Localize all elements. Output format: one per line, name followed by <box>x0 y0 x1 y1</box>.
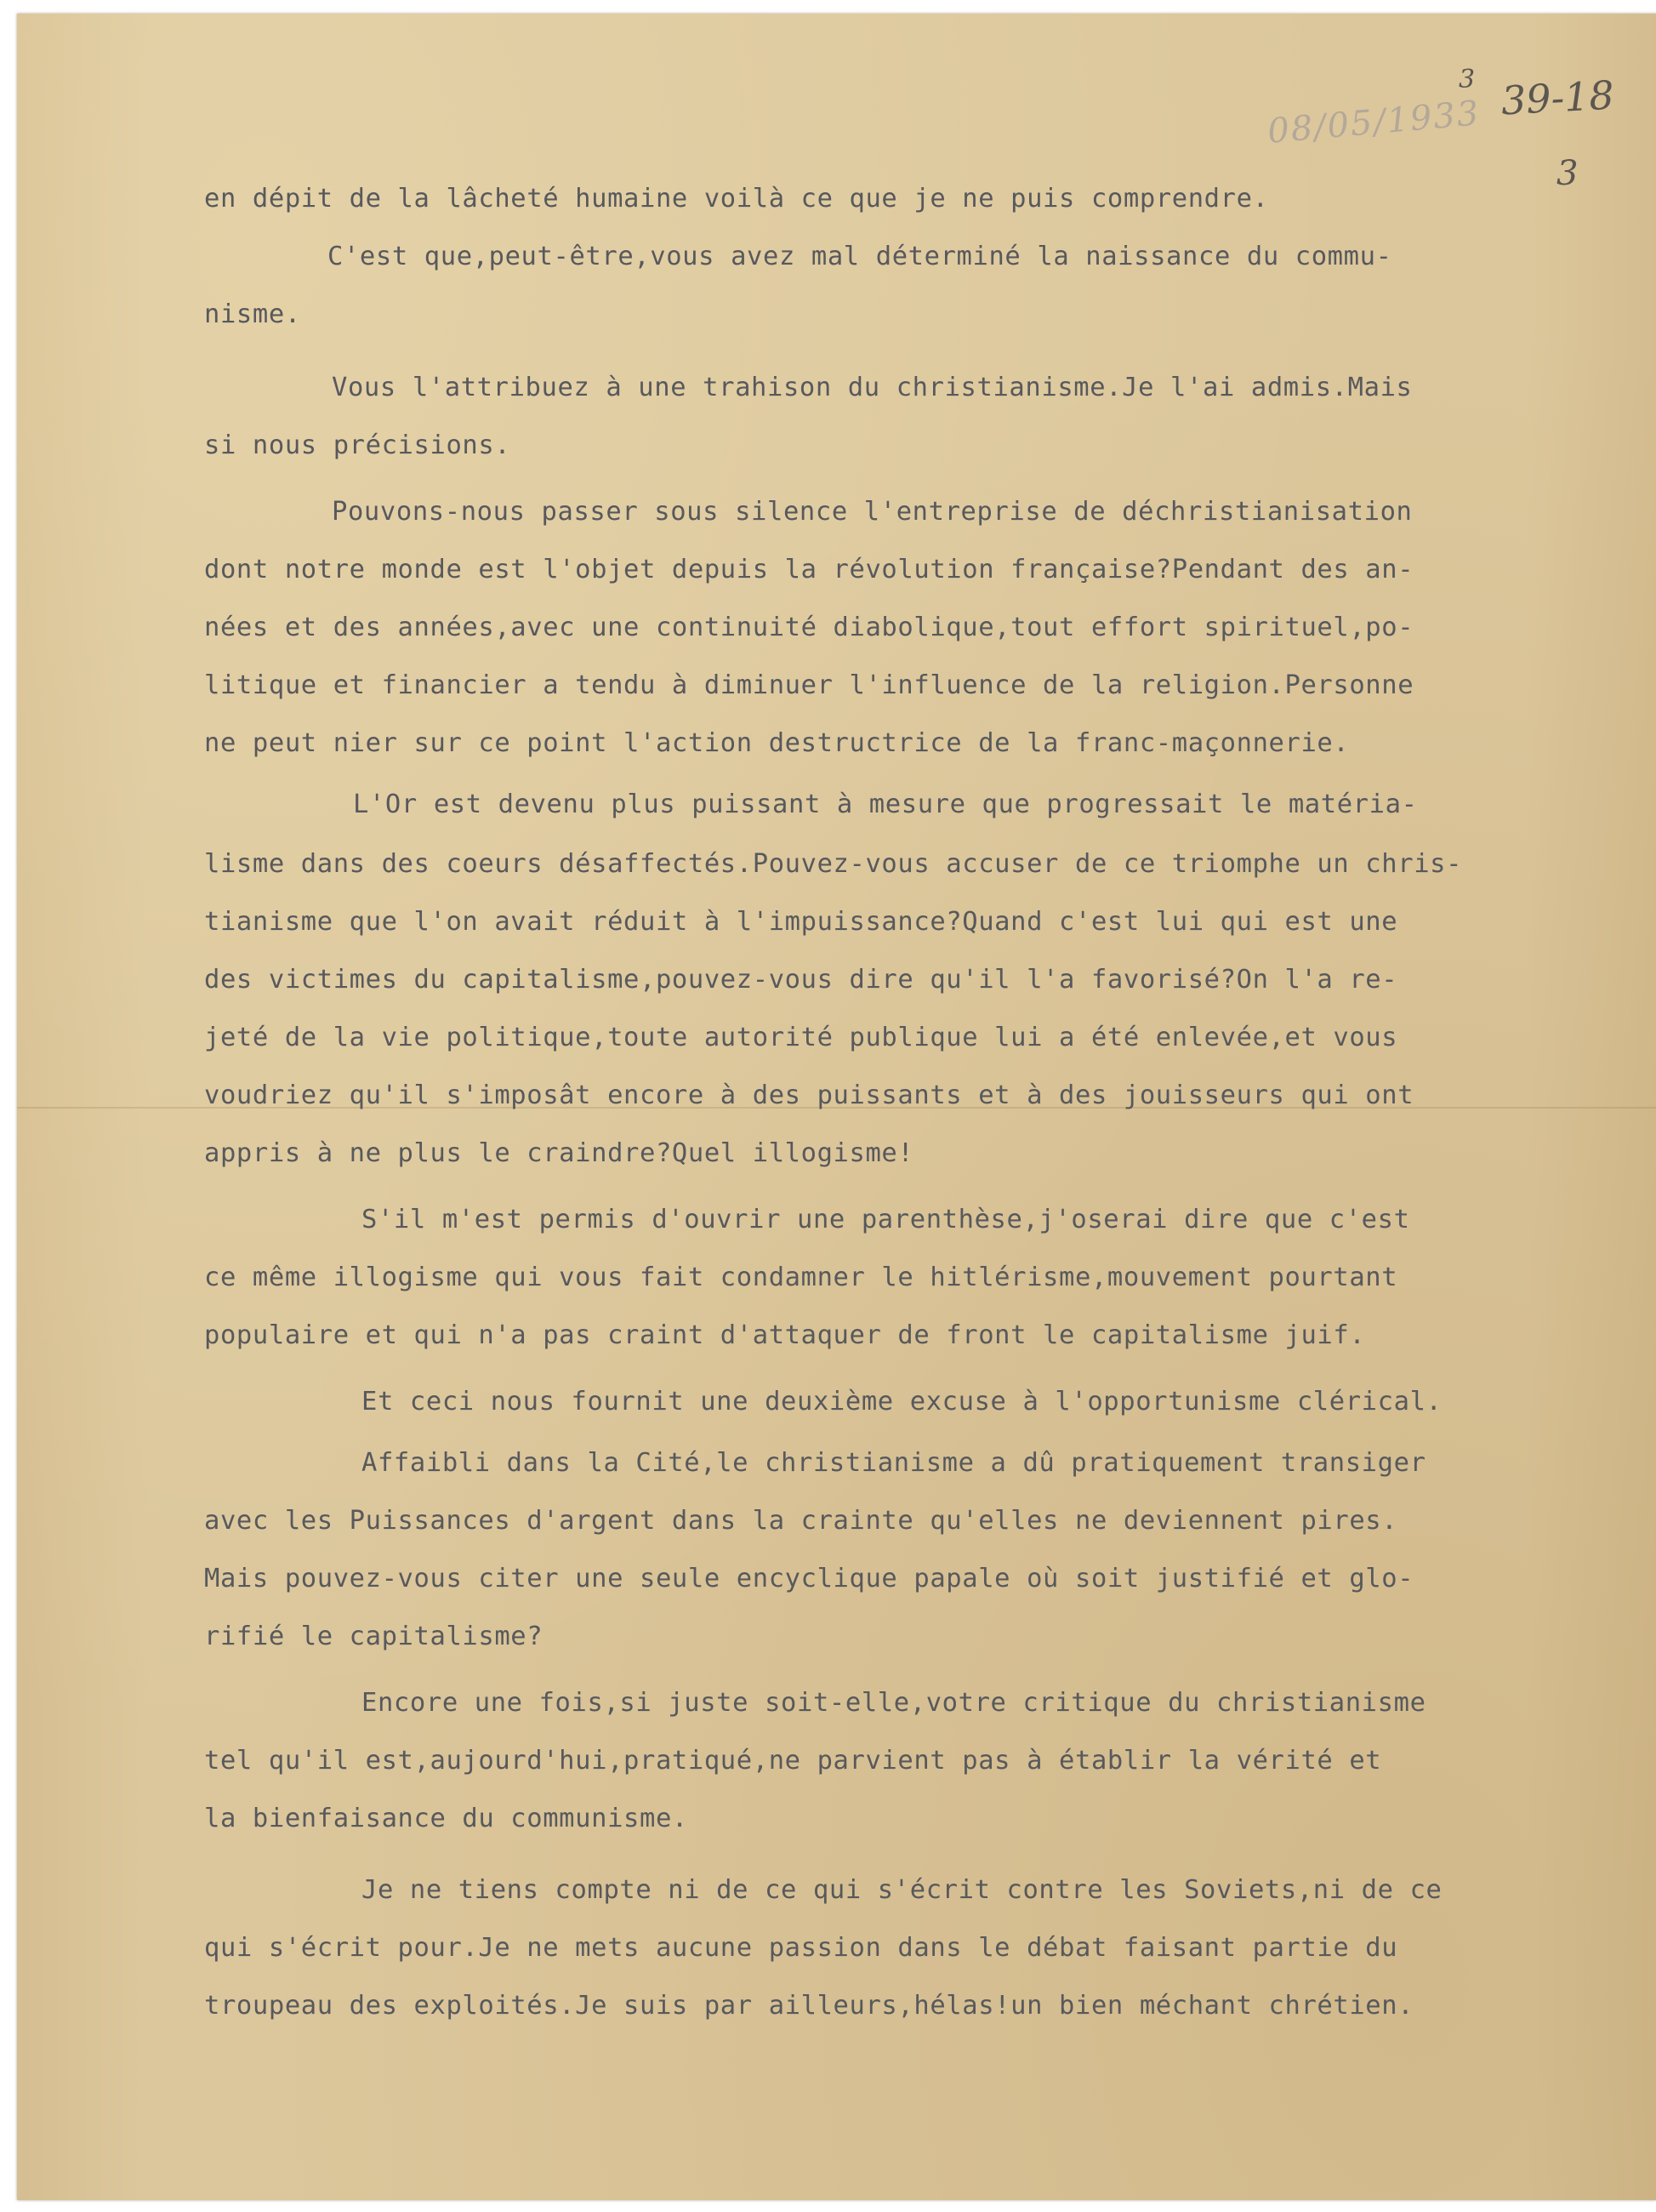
text-line: appris à ne plus le craindre?Quel illogisme! <box>204 1138 914 1168</box>
text-line: Je ne tiens compte ni de ce qui s'écrit contre les Soviets,ni de ce <box>361 1875 1443 1905</box>
page-number: 3 <box>1556 154 1579 193</box>
text-line: Pouvons-nous passer sous silence l'entreprise de déchristianisation <box>332 497 1413 527</box>
text-line: Vous l'attribuez à une trahison du christianisme.Je l'ai admis.Mais <box>332 373 1413 402</box>
text-line: rifié le capitalisme? <box>204 1622 543 1651</box>
text-line: C'est que,peut-être,vous avez mal déterminé la naissance du commu- <box>327 242 1392 271</box>
text-line: tianisme que l'on avait réduit à l'impuissance?Quand c'est lui qui est une <box>204 907 1398 937</box>
text-line: des victimes du capitalisme,pouvez-vous dire qu'il l'a favorisé?On l'a re- <box>204 965 1398 995</box>
text-line: jeté de la vie politique,toute autorité publique lui a été enlevée,et vous <box>204 1023 1398 1052</box>
text-line: litique et financier a tendu à diminuer l'influence de la religion.Personne <box>204 670 1414 700</box>
typed-text-body <box>17 14 1656 2200</box>
text-line: Affaibli dans la Cité,le christianisme a dû pratiquement transiger <box>361 1448 1426 1478</box>
text-line: Encore une fois,si juste soit-elle,votre critique du christianisme <box>361 1688 1426 1718</box>
text-line: nées et des années,avec une continuité diabolique,tout effort spirituel,po- <box>204 613 1414 642</box>
text-line: S'il m'est permis d'ouvrir une parenthèse,j'oserai dire que c'est <box>361 1205 1410 1234</box>
text-line: Mais pouvez-vous citer une seule encyclique papale où soit justifié et glo- <box>204 1564 1414 1593</box>
typed-letter-page <box>17 14 1656 2200</box>
text-line: Et ceci nous fournit une deuxième excuse à l'opportunisme clérical. <box>361 1387 1443 1417</box>
text-line: en dépit de la lâcheté humaine voilà ce que je ne puis comprendre. <box>204 184 1269 214</box>
text-line: populaire et qui n'a pas craint d'attaquer de front le capitalisme juif. <box>204 1320 1366 1350</box>
text-line: la bienfaisance du communisme. <box>204 1804 688 1833</box>
text-line: nisme. <box>204 299 301 329</box>
text-line: ne peut nier sur ce point l'action destructrice de la franc-maçonnerie. <box>204 728 1350 758</box>
text-line: avec les Puissances d'argent dans la crainte qu'elles ne deviennent pires. <box>204 1506 1398 1536</box>
text-line: troupeau des exploités.Je suis par ailleurs,hélas!un bien méchant chrétien. <box>204 1991 1414 2021</box>
text-line: si nous précisions. <box>204 430 511 460</box>
text-line: qui s'écrit pour.Je ne mets aucune passion dans le débat faisant partie du <box>204 1933 1398 1963</box>
text-line: tel qu'il est,aujourd'hui,pratiqué,ne parvient pas à établir la vérité et <box>204 1746 1382 1776</box>
date-stamp: 08/05/1933 <box>1266 94 1482 151</box>
text-line: voudriez qu'il s'imposât encore à des puissants et à des jouisseurs qui ont <box>204 1080 1414 1110</box>
text-line: lisme dans des coeurs désaffectés.Pouvez-vous accuser de ce triomphe un chris- <box>204 849 1463 879</box>
folio-number: 39-18 <box>1500 71 1615 124</box>
text-line: ce même illogisme qui vous fait condamner le hitlérisme,mouvement pourtant <box>204 1263 1398 1292</box>
text-line: dont notre monde est l'objet depuis la révolution française?Pendant des an- <box>204 555 1414 584</box>
handwritten-mark: 3 <box>1459 65 1476 94</box>
text-line: L'Or est devenu plus puissant à mesure que progressait le matéria- <box>353 790 1418 819</box>
